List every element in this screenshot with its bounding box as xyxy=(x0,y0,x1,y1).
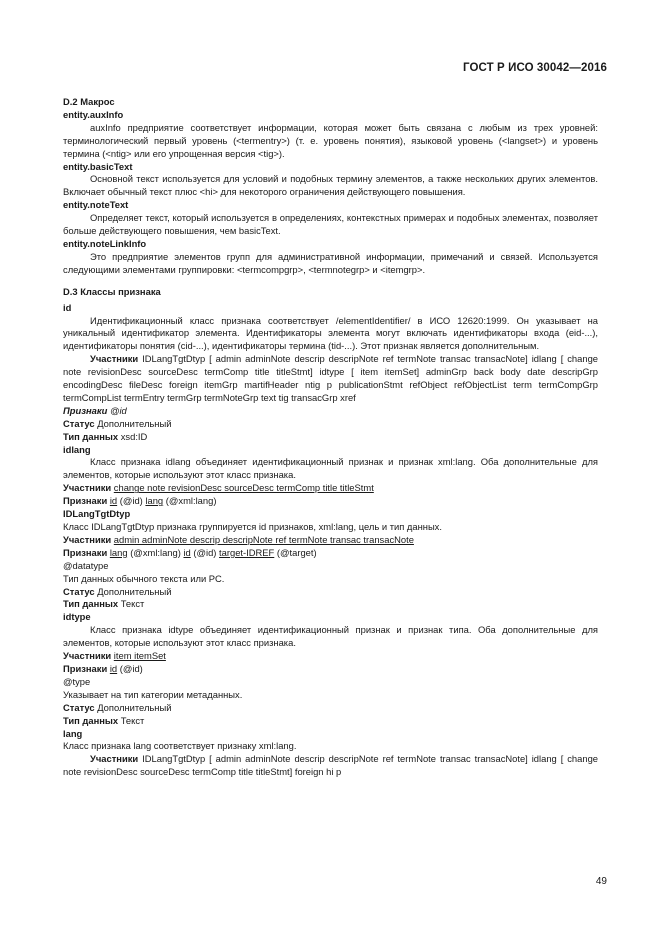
participants-label: Участники xyxy=(90,753,139,765)
extra-attribute: @type xyxy=(63,675,91,687)
attribute-note: (@target) xyxy=(276,546,317,558)
attributes-id xyxy=(63,405,598,418)
paragraph-idlang: Класс признака idlang объединяет идентификационный признак и признак xml:lang. Оба дополнительные для элементов, которые используют этот класс признака. xyxy=(63,456,598,481)
participants-label: Участники xyxy=(63,482,112,494)
participants-list: IDLangTgtDtyp [ admin adminNote descrip descripNote ref termNote transac transacNote] idlang [ change note revisionDesc sourceDesc termComp title titleStmt] idtype [ item itemSet] adminGrp back body date descripGrp encodingDesc fileDesc foreign itemGrp martifHeader ntig p publicationStmt refObject refObjectList term termCompGrp termCompList termEntry termGrp termNoteGrp text tig transacGrp xref xyxy=(63,353,598,403)
paragraph-idtype: Класс признака idtype объединяет идентификационный признак и признак типа. Оба дополнительные для элементов, которые используют этот класс признака. xyxy=(63,624,598,649)
attribute-link-lang[interactable]: lang xyxy=(109,546,128,558)
participants-idtype xyxy=(63,650,598,663)
extra-attribute-desc: Указывает на тип категории метаданных. xyxy=(63,688,243,700)
participants-idlangtgtdtyp xyxy=(63,534,598,547)
participants-link[interactable]: change note revisionDesc sourceDesc termComp title titleStmt xyxy=(113,482,374,494)
attribute-note: (@xml:lang) xyxy=(130,546,181,558)
datatype-id xyxy=(63,431,598,444)
status-label: Статус xyxy=(63,417,95,429)
extra-attribute: @datatype xyxy=(63,559,109,571)
running-header: ГОСТ Р ИСО 30042—2016 xyxy=(462,62,607,74)
attribute-link-target[interactable]: target-IDREF xyxy=(219,546,275,558)
status-label: Статус xyxy=(63,585,95,597)
attributes-label: Признаки xyxy=(63,662,108,674)
attribute-note: (@id) xyxy=(119,495,143,507)
attribute-link-lang[interactable]: lang xyxy=(145,495,164,507)
paragraph-lang: Класс признака lang соответствует признаку xml:lang. xyxy=(63,740,297,752)
status-value: Дополнительный xyxy=(97,701,172,713)
attribute-link-id[interactable]: id xyxy=(109,662,118,674)
paragraph-id: Идентификационный класс признака соответствует /elementIdentifier/ в ИСО 12620:1999. Он указывает на уникальный идентификатор элемента. Идентификаторы элемента могут включать идентификаторы входа (eid-...), идентификаторы понятия (cid-...), идентификаторы термина (tid-...). Этот признак является дополнительным. xyxy=(63,314,598,352)
participants-label: Участники xyxy=(63,650,112,662)
heading-basictext: entity.basicText xyxy=(63,160,133,172)
datatype-label: Тип данных xyxy=(63,714,119,726)
attributes-idtype xyxy=(63,663,598,676)
attribute-link-id[interactable]: id xyxy=(183,546,191,558)
heading-notelinkinfo: entity.noteLinkInfo xyxy=(63,237,147,249)
section-title-d3: D.3 Классы признака xyxy=(63,285,161,297)
paragraph-idlangtgtdtyp: Класс IDLangTgtDtyp признака группируется id признаков, xml:lang, цель и тип данных. xyxy=(63,521,442,532)
participants-lang xyxy=(63,753,598,779)
participants-link[interactable]: admin adminNote descrip descripNote ref termNote transac transacNote xyxy=(113,533,414,545)
datatype-label: Тип данных xyxy=(63,430,119,442)
paragraph-basictext: Основной текст используется для условий и подобных термину элементов, а также нескольких других элементов. Включает обычный текст плюс <hi> для некоторого ограничения действующего повышения. xyxy=(63,173,598,198)
participants-list: IDLangTgtDtyp [ admin adminNote descrip descripNote ref termNote transac transacNote] idlang [ change note revisionDesc sourceDesc termComp title titleStmt] foreign hi p xyxy=(63,753,598,778)
attributes-label: Признаки xyxy=(63,546,108,558)
attribute-note: (@xml:lang) xyxy=(165,495,217,507)
participants-label: Участники xyxy=(90,353,139,365)
attribute-note: (@id) xyxy=(193,546,217,558)
paragraph-auxinfo: auxInfo предприятие соответствует информации, которая может быть связана с любым из трех уровней: терминологический первый уровень (<termentry>) (т. е. уровень понятия), языковой уровень (<langset>) и уровень термина (<ntig> или его упрощенная версия <tig>). xyxy=(63,121,598,159)
paragraph-notetext: Определяет текст, который используется в определениях, контекстных примерах и подобных элементах, позволяет больше действующего повышения, чем basicText. xyxy=(63,212,598,237)
participants-link[interactable]: item itemSet xyxy=(113,650,166,662)
attribute-link-id[interactable]: id xyxy=(109,495,118,507)
datatype-label: Тип данных xyxy=(63,598,119,610)
heading-id: id xyxy=(63,301,72,313)
attributes-label: Признаки xyxy=(63,495,108,507)
heading-lang: lang xyxy=(63,727,83,739)
heading-idtype: idtype xyxy=(63,611,91,623)
heading-notetext: entity.noteText xyxy=(63,199,129,211)
status-value: Дополнительный xyxy=(97,417,172,429)
participants-id xyxy=(63,353,598,405)
attribute-name: @id xyxy=(109,404,127,416)
paragraph-notelinkinfo: Это предприятие элементов групп для административной информации, примечаний и связей. Используется следующими элементами группировки: <termcompgrp>, <termnotegrp> и <itemgrp>. xyxy=(63,250,598,275)
extra-attribute-desc: Тип данных обычного текста или PC. xyxy=(63,572,225,584)
status-label: Статус xyxy=(63,701,95,713)
datatype-value: Текст xyxy=(120,714,145,726)
datatype-value: Текст xyxy=(120,598,145,610)
status-value: Дополнительный xyxy=(97,585,172,597)
page-number: 49 xyxy=(595,876,607,887)
heading-idlangtgtdtyp: IDLangTgtDtyp xyxy=(63,508,131,520)
attributes-label: Признаки xyxy=(63,404,108,416)
status-idlangtgtdtyp xyxy=(63,586,598,599)
status-idtype xyxy=(63,702,598,715)
section-title-d2: D.2 Макрос xyxy=(63,96,115,107)
page-content xyxy=(63,96,598,779)
status-id xyxy=(63,418,598,431)
datatype-idtype xyxy=(63,715,598,728)
participants-idlang xyxy=(63,482,598,495)
attribute-note: (@id) xyxy=(119,662,143,674)
heading-idlang: idlang xyxy=(63,443,91,455)
heading-auxinfo: entity.auxInfo xyxy=(63,108,124,120)
datatype-value: xsd:ID xyxy=(120,430,148,442)
participants-label: Участники xyxy=(63,533,112,545)
attributes-idlangtgtdtyp xyxy=(63,547,598,560)
attributes-idlang xyxy=(63,495,598,508)
datatype-idlangtgtdtyp xyxy=(63,598,598,611)
